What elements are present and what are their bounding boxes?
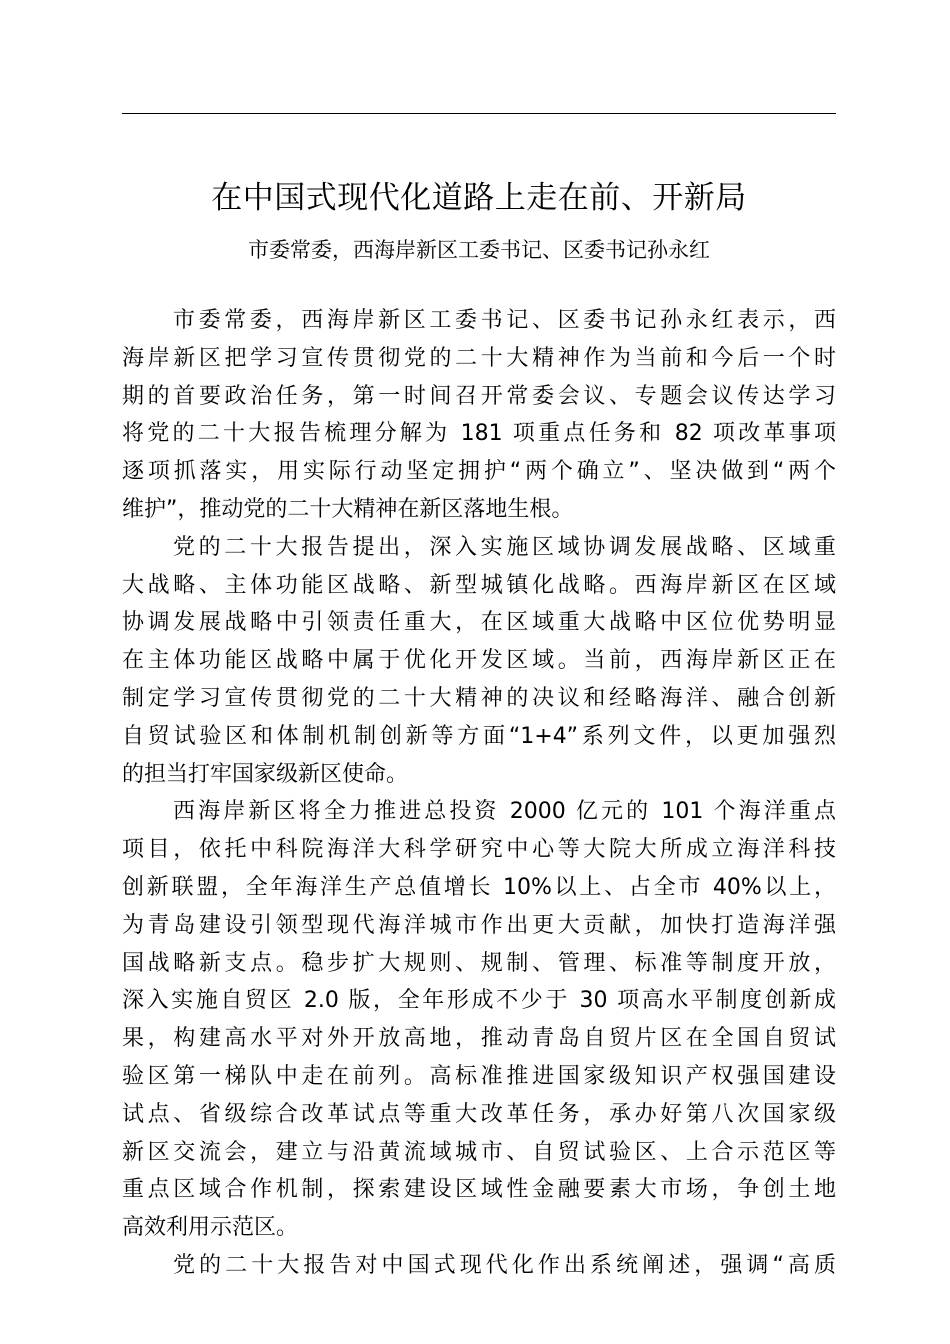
text-line: 项目，依托中科院海洋大科学研究中心等大院大所成立海洋科技 [122, 837, 836, 863]
header-rule [122, 113, 836, 114]
text-line: 逐项抓落实，用实际行动坚定拥护“两个确立”、坚决做到“两个 [122, 459, 836, 485]
text-line: 自贸试验区和体制机制创新等方面“1+4”系列文件，以更加强烈 [122, 723, 836, 749]
paragraph-1 [122, 302, 836, 529]
text-line: 维护”，推动党的二十大精神在新区落地生根。 [122, 496, 574, 522]
text-line: 制定学习宣传贯彻党的二十大精神的决议和经略海洋、融合创新 [122, 685, 836, 711]
text-line: 在主体功能区战略中属于优化开发区域。当前，西海岸新区正在 [122, 648, 836, 674]
article-byline: 市委常委，西海岸新区工委书记、区委书记孙永红 [248, 238, 710, 262]
article-body [122, 302, 836, 1285]
text-line: 国战略新支点。稳步扩大规则、规制、管理、标准等制度开放， [122, 950, 836, 976]
text-line: 海岸新区把学习宣传贯彻党的二十大精神作为当前和今后一个时 [122, 345, 836, 371]
text-line: 深入实施自贸区 2.0 版，全年形成不少于 30 项高水平制度创新成 [122, 988, 836, 1014]
text-line: 创新联盟，全年海洋生产总值增长 10%以上、占全市 40%以上， [122, 874, 836, 900]
paragraph-4 [122, 1247, 836, 1285]
text-line: 新区交流会，建立与沿黄流域城市、自贸试验区、上合示范区等 [122, 1139, 836, 1165]
text-line: 大战略、主体功能区战略、新型城镇化战略。西海岸新区在区域 [122, 572, 836, 598]
text-line: 党的二十大报告提出，深入实施区域协调发展战略、区域重 [173, 534, 836, 560]
text-line: 将党的二十大报告梳理分解为 181 项重点任务和 82 项改革事项 [122, 421, 836, 447]
text-line: 党的二十大报告对中国式现代化作出系统阐述，强调“高质 [173, 1252, 836, 1278]
text-line: 试点、省级综合改革试点等重大改革任务，承办好第八次国家级 [122, 1101, 836, 1127]
text-line: 果，构建高水平对外开放高地，推动青岛自贸片区在全国自贸试 [122, 1026, 836, 1052]
text-line: 的担当打牢国家级新区使命。 [122, 761, 409, 787]
text-line: 高效利用示范区。 [122, 1215, 299, 1241]
article-title: 在中国式现代化道路上走在前、开新局 [211, 180, 747, 216]
paragraph-2 [122, 529, 836, 794]
paragraph-3 [122, 793, 836, 1247]
text-line: 市委常委，西海岸新区工委书记、区委书记孙永红表示，西 [173, 308, 836, 333]
text-line: 期的首要政治任务，第一时间召开常委会议、专题会议传达学习 [122, 383, 836, 409]
text-line: 西海岸新区将全力推进总投资 2000 亿元的 101 个海洋重点 [173, 799, 836, 825]
text-line: 为青岛建设引领型现代海洋城市作出更大贡献，加快打造海洋强 [122, 912, 836, 938]
text-line: 重点区域合作机制，探索建设区域性金融要素大市场，争创土地 [122, 1177, 836, 1203]
text-line: 验区第一梯队中走在前列。高标准推进国家级知识产权强国建设 [122, 1063, 836, 1089]
text-line: 协调发展战略中引领责任重大，在区域重大战略中区位优势明显 [122, 610, 836, 636]
